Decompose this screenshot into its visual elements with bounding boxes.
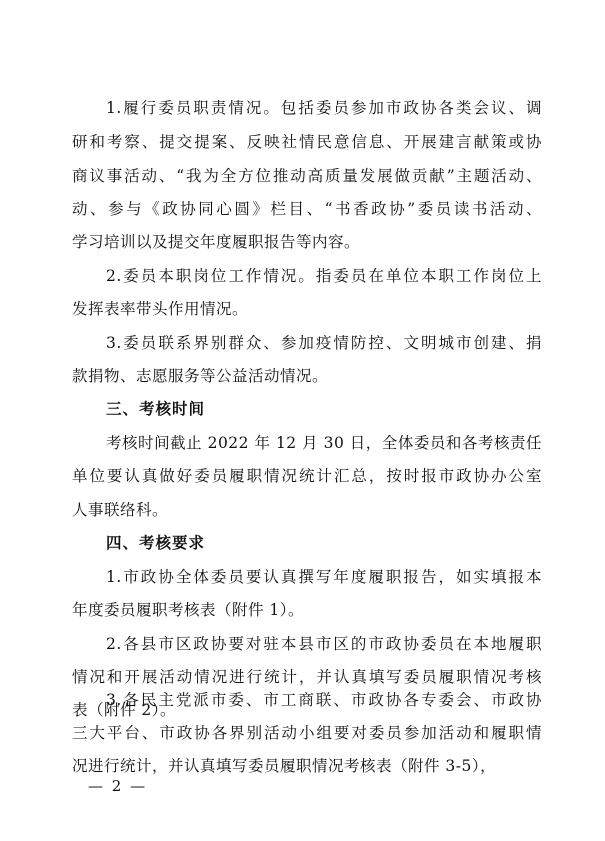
- paragraph-line: 表（附件 2）。: [72, 701, 177, 719]
- paragraph-line: 况进行统计，并认真填写委员履职情况考核表（附件 3-5），: [72, 757, 497, 775]
- paragraph-line: 学习培训以及提交年度履职报告等内容。: [72, 233, 361, 251]
- page-number: — 2 —: [88, 777, 148, 795]
- paragraph-line: 2.各县市区政协要对驻本县市区的市政协委员在本地履职: [106, 635, 542, 653]
- paragraph-line: 人事联络科。: [72, 501, 169, 519]
- paragraph-line: 发挥表率带头作用情况。: [72, 300, 249, 318]
- paragraph-line: 3.各民主党派市委、市工商联、市政协各专委会、市政协: [106, 691, 542, 709]
- paragraph-line: 年度委员履职考核表（附件 1）。: [72, 601, 305, 619]
- paragraph-line: 3.委员联系界别群众、参加疫情防控、文明城市创建、捐: [106, 334, 542, 352]
- paragraph-line: 研和考察、提交提案、反映社情民意信息、开展建言献策或协: [72, 133, 542, 151]
- paragraph-line: 三大平台、市政协各界别活动小组要对委员参加活动和履职情: [72, 724, 542, 742]
- section-heading: 四、考核要求: [106, 534, 206, 552]
- paragraph-line: 单位要认真做好委员履职情况统计汇总，按时报市政协办公室: [72, 467, 542, 485]
- paragraph-line: 情况和开展活动情况进行统计，并认真填写委员履职情况考核: [72, 668, 542, 686]
- paragraph-line: 动、参与《政协同心圆》栏目、“书香政协”委员读书活动、: [72, 200, 542, 218]
- paragraph-line: 考核时间截止 2022 年 12 月 30 日，全体委员和各考核责任: [106, 434, 542, 452]
- paragraph-line: 款捐物、志愿服务等公益活动情况。: [72, 367, 329, 385]
- section-heading: 三、考核时间: [106, 400, 206, 418]
- paragraph-line: 1.市政协全体委员要认真撰写年度履职报告，如实填报本: [106, 568, 542, 586]
- paragraph-line: 商议事活动、“我为全方位推动高质量发展做贡献”主题活动、: [72, 167, 542, 185]
- paragraph-line: 2.委员本职岗位工作情况。指委员在单位本职工作岗位上: [106, 267, 542, 285]
- paragraph-line: 1.履行委员职责情况。包括委员参加市政协各类会议、调: [106, 99, 542, 117]
